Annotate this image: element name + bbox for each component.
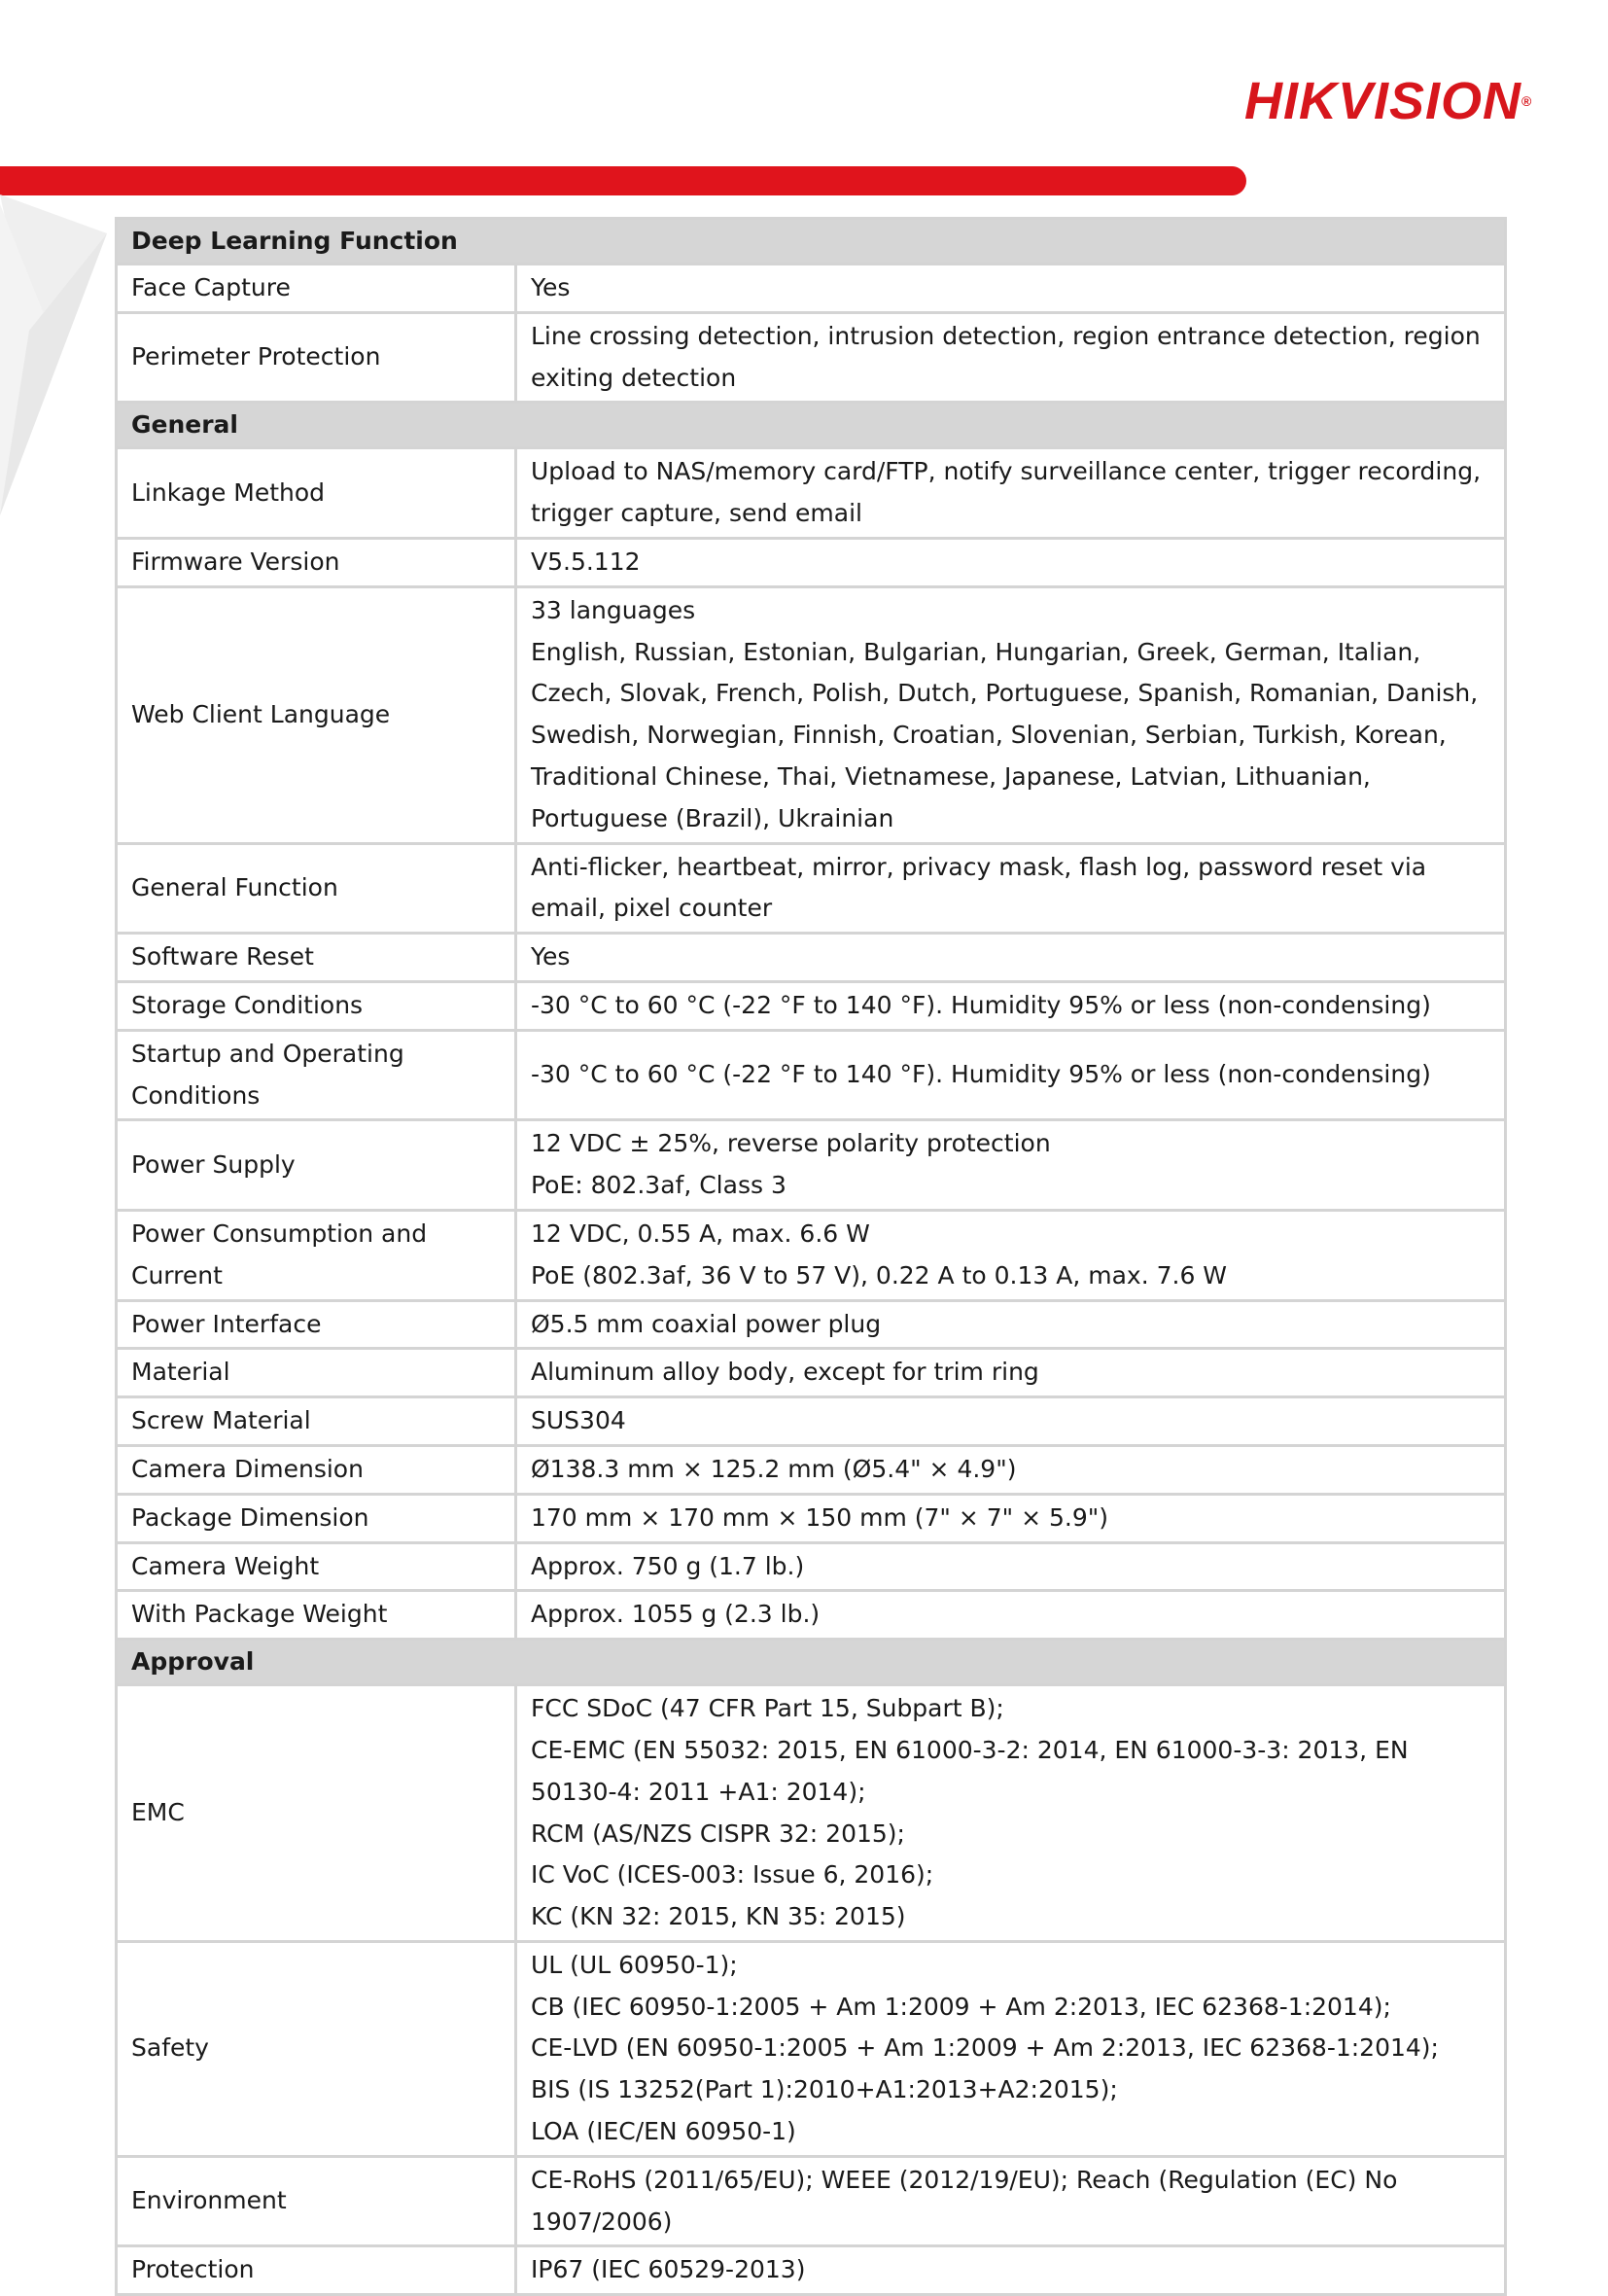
spec-table: [115, 217, 1507, 2296]
spec-value-line: Approx. 1055 g (2.3 lb.): [531, 1600, 821, 1629]
spec-value: [516, 1941, 1506, 2156]
spec-value-line: Upload to NAS/memory card/FTP, notify surveillance center, trigger recording, trigger capture, send email: [531, 457, 1482, 528]
spec-row: [117, 1445, 1506, 1494]
section-header-row: [117, 1640, 1506, 1685]
spec-value: [516, 1445, 1506, 1494]
spec-value-line: -30 °C to 60 °C (-22 °F to 140 °F). Humidity 95% or less (non-condensing): [531, 990, 1431, 1019]
spec-value-line: RCM (AS/NZS CISPR 32: 2015);: [531, 1819, 905, 1848]
spec-value-line: CE-LVD (EN 60950-1:2005 + Am 1:2009 + Am 2:2013, IEC 62368-1:2014);: [531, 2033, 1439, 2063]
spec-key: Linkage Method: [117, 448, 516, 539]
spec-value-line: 12 VDC ± 25%, reverse polarity protection: [531, 1129, 1051, 1158]
spec-key: Camera Weight: [117, 1542, 516, 1591]
spec-value: [516, 1030, 1506, 1120]
spec-key: With Package Weight: [117, 1591, 516, 1640]
spec-row: [117, 1349, 1506, 1397]
section-header-row: [117, 219, 1506, 265]
spec-key: Screw Material: [117, 1397, 516, 1446]
spec-row: [117, 1542, 1506, 1591]
spec-value-line: 12 VDC, 0.55 A, max. 6.6 W: [531, 1219, 870, 1248]
spec-key: Power Interface: [117, 1300, 516, 1349]
spec-key: Environment: [117, 2156, 516, 2246]
spec-value: [516, 1210, 1506, 1300]
spec-row: [117, 843, 1506, 934]
spec-row: [117, 1210, 1506, 1300]
spec-value: [516, 1542, 1506, 1591]
spec-value: [516, 2246, 1506, 2295]
logo-text-b: VISION: [1338, 72, 1522, 130]
spec-value: [516, 981, 1506, 1030]
section-title: General: [117, 403, 1506, 448]
spec-value: [516, 1591, 1506, 1640]
spec-value: [516, 265, 1506, 313]
spec-row: [117, 2246, 1506, 2295]
spec-value: [516, 538, 1506, 586]
spec-key: Startup and Operating Conditions: [117, 1030, 516, 1120]
spec-value-line: IP67 (IEC 60529-2013): [531, 2255, 806, 2284]
spec-key: Web Client Language: [117, 586, 516, 843]
spec-value-line: FCC SDoC (47 CFR Part 15, Subpart B);: [531, 1694, 1004, 1723]
brand-logo: [1244, 72, 1532, 130]
spec-value-line: Line crossing detection, intrusion detection, region entrance detection, region exiting detection: [531, 321, 1481, 392]
spec-value: [516, 1300, 1506, 1349]
spec-value: [516, 1685, 1506, 1942]
spec-value: [516, 448, 1506, 539]
spec-key: General Function: [117, 843, 516, 934]
spec-value-line: PoE (802.3af, 36 V to 57 V), 0.22 A to 0.13 A, max. 7.6 W: [531, 1260, 1228, 1289]
spec-row: [117, 1941, 1506, 2156]
spec-row: [117, 981, 1506, 1030]
spec-value: [516, 312, 1506, 403]
spec-row: [117, 538, 1506, 586]
spec-value-line: Anti-flicker, heartbeat, mirror, privacy mask, flash log, password reset via email, pixel counter: [531, 852, 1427, 923]
spec-value: [516, 586, 1506, 843]
spec-row: [117, 934, 1506, 982]
spec-value-line: PoE: 802.3af, Class 3: [531, 1171, 787, 1200]
spec-row: [117, 2156, 1506, 2246]
spec-value-line: -30 °C to 60 °C (-22 °F to 140 °F). Humidity 95% or less (non-condensing): [531, 1060, 1431, 1089]
spec-row: [117, 586, 1506, 843]
spec-key: Package Dimension: [117, 1494, 516, 1542]
spec-value-line: 170 mm × 170 mm × 150 mm (7" × 7" × 5.9"): [531, 1502, 1108, 1532]
spec-value-line: Yes: [531, 273, 571, 301]
spec-value-line: KC (KN 32: 2015, KN 35: 2015): [531, 1902, 906, 1931]
spec-key: EMC: [117, 1685, 516, 1942]
spec-value: [516, 843, 1506, 934]
spec-row: [117, 265, 1506, 313]
decorative-triangles-graphic: [0, 194, 117, 525]
spec-row: [117, 1030, 1506, 1120]
logo-text-a: HIK: [1244, 72, 1338, 130]
spec-key: Software Reset: [117, 934, 516, 982]
logo-registered-mark: ®: [1521, 93, 1533, 109]
spec-key: Protection: [117, 2246, 516, 2295]
spec-value: [516, 1349, 1506, 1397]
spec-key: Power Consumption and Current: [117, 1210, 516, 1300]
spec-row: [117, 1494, 1506, 1542]
spec-value-line: Aluminum alloy body, except for trim ring: [531, 1358, 1039, 1387]
spec-row: [117, 1685, 1506, 1942]
spec-value: [516, 2156, 1506, 2246]
spec-row: [117, 1591, 1506, 1640]
spec-value-line: BIS (IS 13252(Part 1):2010+A1:2013+A2:2015);: [531, 2075, 1118, 2104]
spec-value-line: LOA (IEC/EN 60950-1): [531, 2117, 796, 2146]
spec-key: Camera Dimension: [117, 1445, 516, 1494]
spec-row: [117, 312, 1506, 403]
spec-key: Firmware Version: [117, 538, 516, 586]
section-title: Deep Learning Function: [117, 219, 1506, 265]
spec-value-line: CB (IEC 60950-1:2005 + Am 1:2009 + Am 2:2013, IEC 62368-1:2014);: [531, 1992, 1391, 2021]
section-header-row: [117, 403, 1506, 448]
section-title: Approval: [117, 1640, 1506, 1685]
spec-value-line: CE-RoHS (2011/65/EU); WEEE (2012/19/EU); Reach (Regulation (EC) No 1907/2006): [531, 2165, 1398, 2236]
spec-value: [516, 1494, 1506, 1542]
spec-value-line: IC VoC (ICES-003: Issue 6, 2016);: [531, 1860, 934, 1890]
spec-key: Perimeter Protection: [117, 312, 516, 403]
spec-value-line: 33 languages: [531, 595, 696, 624]
spec-key: Safety: [117, 1941, 516, 2156]
header-red-bar: [0, 166, 1246, 195]
spec-value-line: UL (UL 60950-1);: [531, 1950, 738, 1979]
spec-value-line: Approx. 750 g (1.7 lb.): [531, 1551, 805, 1580]
spec-value-line: English, Russian, Estonian, Bulgarian, Hungarian, Greek, German, Italian, Czech, Slovak, French, Polish, Dutch, Portuguese, Spanish, Romanian, Danish, Swedish, Norwegian, Finnish, Croatian, Slovenian, Serbian, Turkish, Korean, Traditional Chinese, Thai, Vietnamese, Japanese, Latvian, Lithuanian, Portuguese (Brazil), Ukrainian: [531, 637, 1479, 832]
spec-key: Face Capture: [117, 265, 516, 313]
spec-row: [117, 1120, 1506, 1211]
spec-value: [516, 934, 1506, 982]
spec-value: [516, 1397, 1506, 1446]
spec-value-line: Yes: [531, 942, 571, 971]
spec-value-line: Ø5.5 mm coaxial power plug: [531, 1309, 882, 1338]
spec-value-line: Ø138.3 mm × 125.2 mm (Ø5.4" × 4.9"): [531, 1454, 1017, 1483]
spec-row: [117, 1300, 1506, 1349]
spec-row: [117, 1397, 1506, 1446]
spec-value-line: CE-EMC (EN 55032: 2015, EN 61000-3-2: 2014, EN 61000-3-3: 2013, EN 50130-4: 2011 +A1: 2014);: [531, 1735, 1409, 1806]
spec-value-line: V5.5.112: [531, 547, 641, 576]
spec-value-line: SUS304: [531, 1406, 626, 1435]
spec-row: [117, 448, 1506, 539]
spec-value: [516, 1120, 1506, 1211]
spec-key: Storage Conditions: [117, 981, 516, 1030]
spec-key: Power Supply: [117, 1120, 516, 1211]
spec-key: Material: [117, 1349, 516, 1397]
